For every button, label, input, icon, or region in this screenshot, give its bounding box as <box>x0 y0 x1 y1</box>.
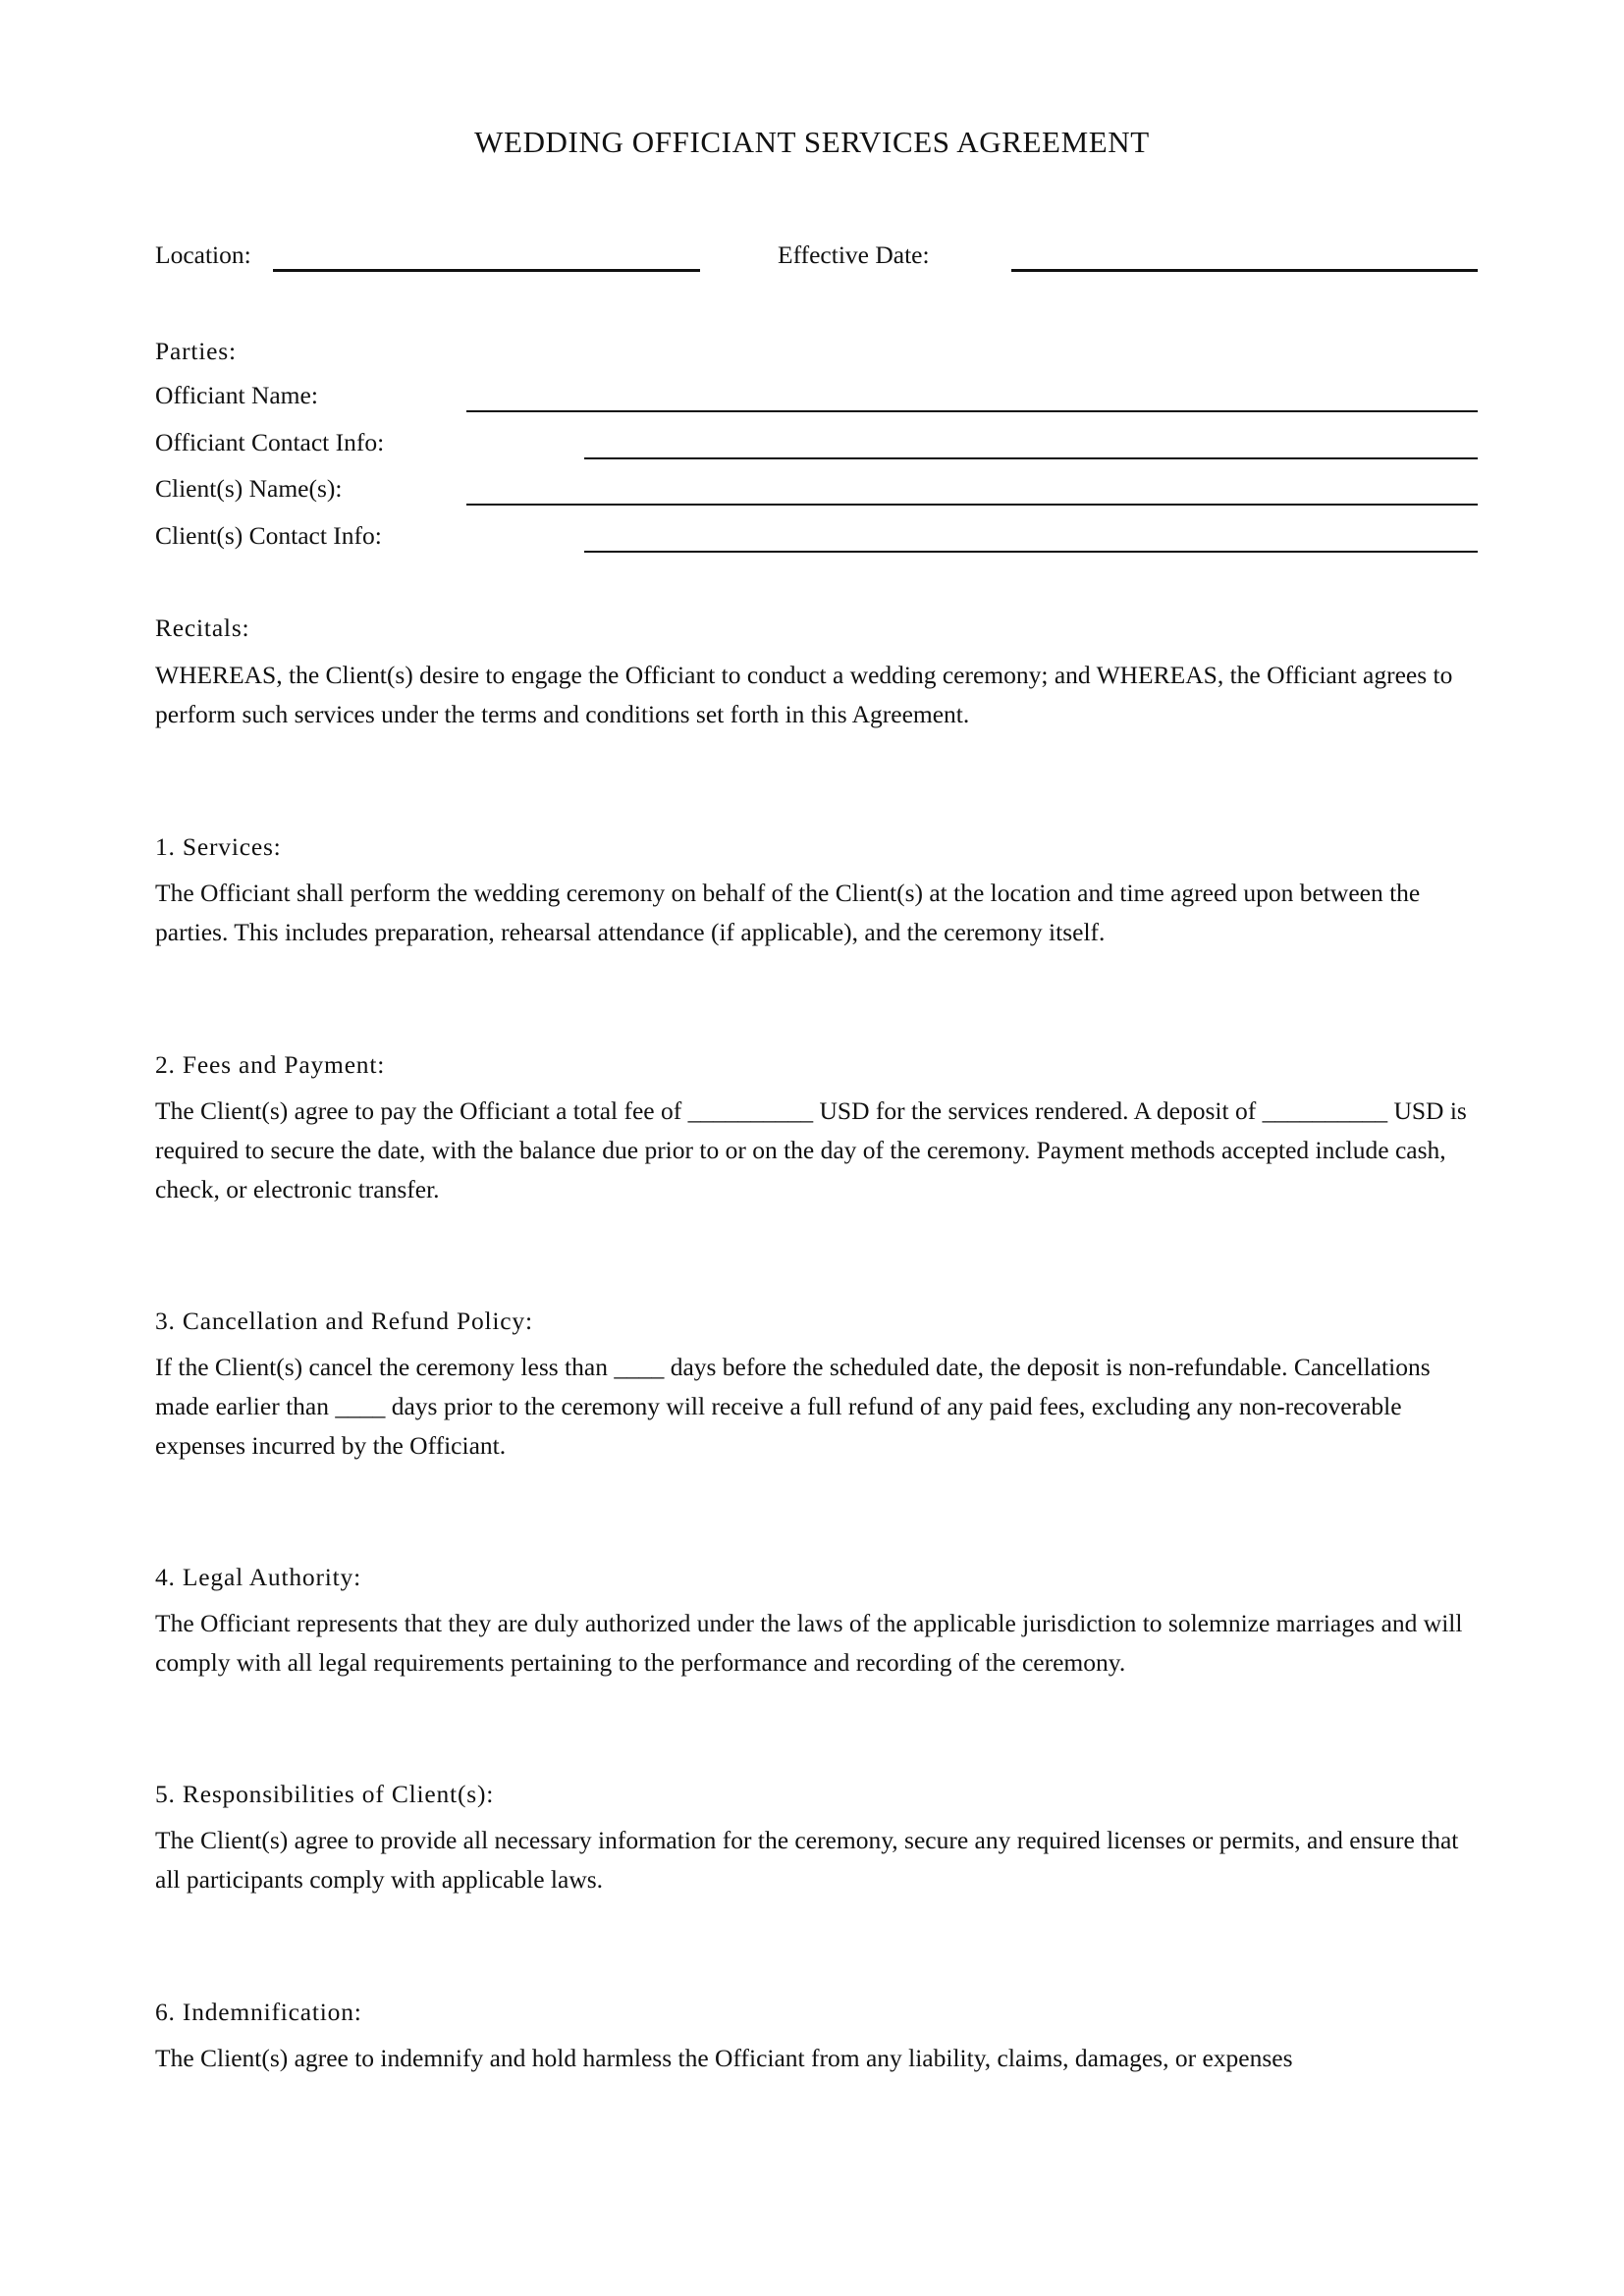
client-contact-field[interactable] <box>584 551 1478 553</box>
document-title: WEDDING OFFICIANT SERVICES AGREEMENT <box>474 125 1150 159</box>
client-names-label: Client(s) Name(s): <box>155 474 343 503</box>
location-label: Location: <box>155 240 251 269</box>
client-contact-label: Client(s) Contact Info: <box>155 521 382 550</box>
section-legal-heading: 4. Legal Authority: <box>155 1563 361 1591</box>
parties-heading: Parties: <box>155 337 237 365</box>
section-indemnification-heading: 6. Indemnification: <box>155 1998 362 2026</box>
section-responsibilities-heading: 5. Responsibilities of Client(s): <box>155 1780 495 1808</box>
effective-date-label: Effective Date: <box>778 240 930 269</box>
section-indemnification-body: The Client(s) agree to indemnify and hold harmless the Officiant from any liability, claims, damages, or expenses <box>155 2044 1293 2072</box>
section-responsibilities-body: The Client(s) agree to provide all necessary information for the ceremony, secure any required licenses or permits, and ensure that all participants comply with applicable laws. <box>155 1826 1459 1894</box>
location-field[interactable] <box>273 269 700 272</box>
section-legal-body: The Officiant represents that they are duly authorized under the laws of the applicable jurisdiction to solemnize marriages and will comply with all legal requirements pertaining to the performance and recording of the ceremony. <box>155 1609 1463 1677</box>
section-fees-body: The Client(s) agree to pay the Officiant a total fee of __________ USD for the services rendered. A deposit of __________ USD is required to secure the date, with the balance due prior to or on the day of the ceremony. Payment methods accepted include cash, check, or electronic transfer. <box>155 1096 1467 1203</box>
section-services-body: The Officiant shall perform the wedding ceremony on behalf of the Client(s) at the location and time agreed upon between the parties. This includes preparation, rehearsal attendance (if applicable), and the ceremony itself. <box>155 879 1421 946</box>
officiant-contact-field[interactable] <box>584 457 1478 459</box>
recitals-heading: Recitals: <box>155 614 250 642</box>
section-cancellation-heading: 3. Cancellation and Refund Policy: <box>155 1307 533 1335</box>
recitals-body: WHEREAS, the Client(s) desire to engage the Officiant to conduct a wedding ceremony; and WHEREAS, the Officiant agrees to perform such services under the terms and conditions set forth in this Agreement. <box>155 661 1453 728</box>
officiant-contact-label: Officiant Contact Info: <box>155 428 385 456</box>
section-services-heading: 1. Services: <box>155 832 282 861</box>
client-names-field[interactable] <box>466 504 1478 506</box>
effective-date-field[interactable] <box>1011 269 1478 272</box>
officiant-name-field[interactable] <box>466 410 1478 412</box>
section-fees-heading: 2. Fees and Payment: <box>155 1050 386 1079</box>
section-cancellation-body: If the Client(s) cancel the ceremony less than ____ days before the scheduled date, the deposit is non-refundable. Cancellations made earlier than ____ days prior to the ceremony will receive a full refund of any paid fees, excluding any non-recoverable expenses incurred by the Officiant. <box>155 1353 1431 1460</box>
officiant-name-label: Officiant Name: <box>155 381 318 409</box>
